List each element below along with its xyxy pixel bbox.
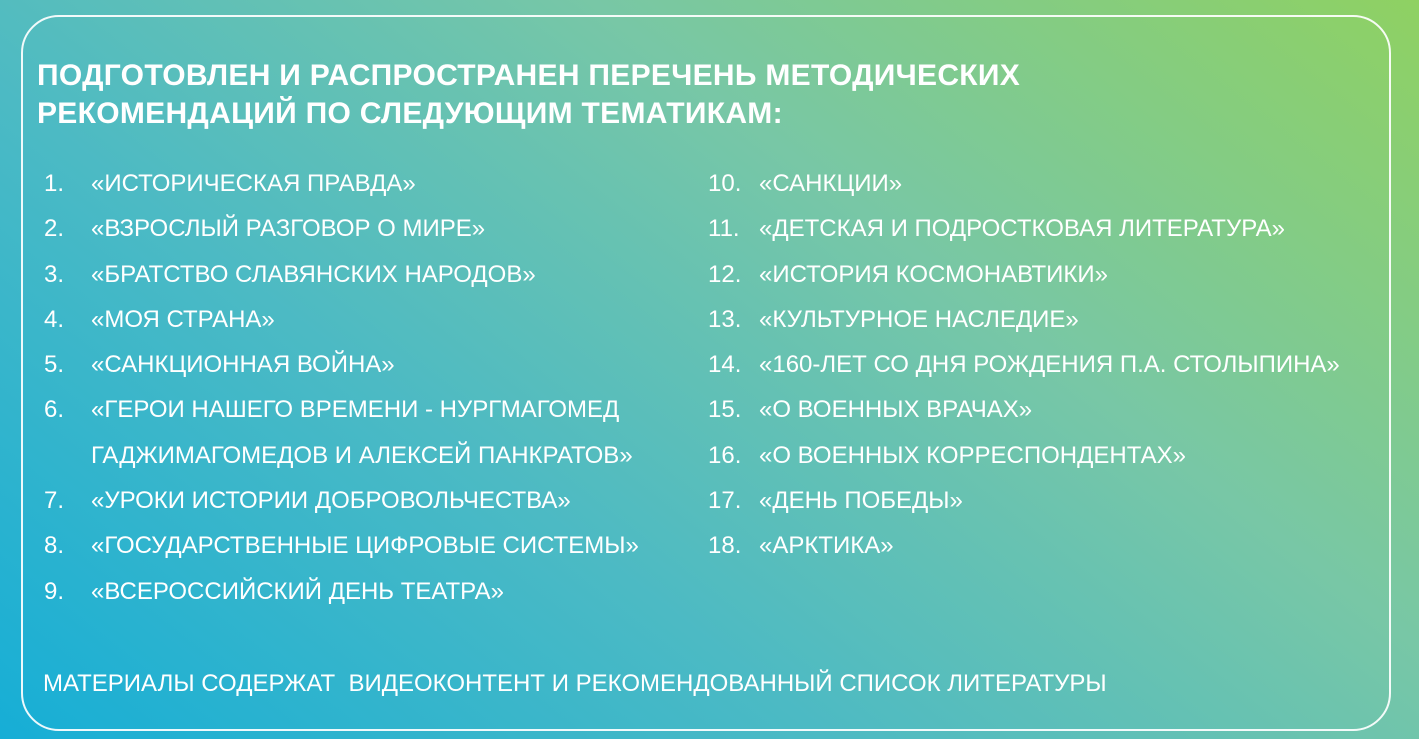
topic-item [44, 569, 639, 614]
topic-title: «ВСЕРОССИЙСКИЙ ДЕНЬ ТЕАТРА» [91, 577, 504, 605]
page-title-line-1: ПОДГОТОВЛЕН И РАСПРОСТРАНЕН ПЕРЕЧЕНЬ МЕТОДИЧЕСКИХ [37, 59, 1021, 92]
topic-title: «САНКЦИОННАЯ ВОЙНА» [91, 351, 395, 379]
topic-item [44, 161, 639, 206]
topic-item [708, 206, 1340, 251]
topic-number: 1. [44, 170, 65, 197]
topic-title: «ИСТОРИЯ КОСМОНАВТИКИ» [759, 260, 1108, 288]
topic-item [708, 252, 1340, 297]
topic-title: «160-ЛЕТ СО ДНЯ РОЖДЕНИЯ П.А. СТОЛЫПИНА» [759, 351, 1340, 379]
topic-item [44, 342, 639, 387]
topic-title: «САНКЦИИ» [759, 170, 903, 197]
topic-item [44, 478, 639, 523]
topics-list-left [44, 161, 639, 614]
topic-number: 12. [708, 260, 742, 288]
footer-note: МАТЕРИАЛЫ СОДЕРЖАТ ВИДЕОКОНТЕНТ И РЕКОМЕНДОВАННЫЙ СПИСОК ЛИТЕРАТУРЫ [43, 670, 1107, 697]
topic-number: 3. [44, 260, 65, 288]
topic-number: 11. [708, 215, 740, 243]
topic-title: «ДЕНЬ ПОБЕДЫ» [759, 487, 963, 515]
topic-title: «УРОКИ ИСТОРИИ ДОБРОВОЛЬЧЕСТВА» [91, 487, 571, 515]
topic-number: 2. [44, 215, 65, 243]
topic-number: 17. [708, 487, 742, 515]
topic-number: 14. [708, 351, 742, 379]
topic-number: 5. [44, 351, 65, 379]
topic-title: «МОЯ СТРАНА» [91, 305, 275, 333]
topic-number: 7. [44, 487, 65, 515]
topic-number: 15. [708, 396, 742, 424]
topic-number: 10. [708, 170, 742, 197]
topic-item [44, 523, 639, 568]
topic-item [708, 297, 1340, 342]
topic-title: «ДЕТСКАЯ И ПОДРОСТКОВАЯ ЛИТЕРАТУРА» [759, 215, 1285, 243]
topic-title: «АРКТИКА» [759, 532, 894, 560]
topic-item [44, 206, 639, 251]
page-title [37, 57, 1020, 133]
topic-number: 9. [44, 577, 65, 605]
topic-item [44, 387, 639, 478]
topic-item [44, 297, 639, 342]
topic-number: 13. [708, 305, 742, 333]
topic-title-line-1: «ГЕРОИ НАШЕГО ВРЕМЕНИ - НУРГМАГОМЕД [91, 396, 620, 424]
topic-title [91, 387, 633, 478]
topic-title: «КУЛЬТУРНОЕ НАСЛЕДИЕ» [759, 305, 1079, 333]
topic-item [44, 252, 639, 297]
page-title-line-2: РЕКОМЕНДАЦИЙ ПО СЛЕДУЮЩИМ ТЕМАТИКАМ: [37, 97, 783, 130]
topic-title: «О ВОЕННЫХ ВРАЧАХ» [759, 396, 1033, 424]
topic-item [708, 342, 1340, 387]
topic-item [708, 161, 1340, 206]
topic-number: 16. [708, 441, 742, 469]
topics-list-right [708, 161, 1340, 569]
topic-number: 8. [44, 532, 65, 560]
topic-title: «ИСТОРИЧЕСКАЯ ПРАВДА» [91, 170, 416, 197]
topic-title: «ВЗРОСЛЫЙ РАЗГОВОР О МИРЕ» [91, 215, 486, 243]
topic-title: «ГОСУДАРСТВЕННЫЕ ЦИФРОВЫЕ СИСТЕМЫ» [91, 532, 639, 560]
topic-number: 6. [44, 396, 65, 424]
topic-item [708, 433, 1340, 478]
topic-title-line-2: ГАДЖИМАГОМЕДОВ И АЛЕКСЕЙ ПАНКРАТОВ» [91, 441, 633, 469]
topic-number: 4. [44, 305, 65, 333]
topic-title: «БРАТСТВО СЛАВЯНСКИХ НАРОДОВ» [91, 260, 536, 288]
topic-item [708, 478, 1340, 523]
topic-title: «О ВОЕННЫХ КОРРЕСПОНДЕНТАХ» [759, 441, 1186, 469]
topic-item [708, 387, 1340, 432]
topic-number: 18. [708, 532, 742, 560]
topic-item [708, 523, 1340, 568]
